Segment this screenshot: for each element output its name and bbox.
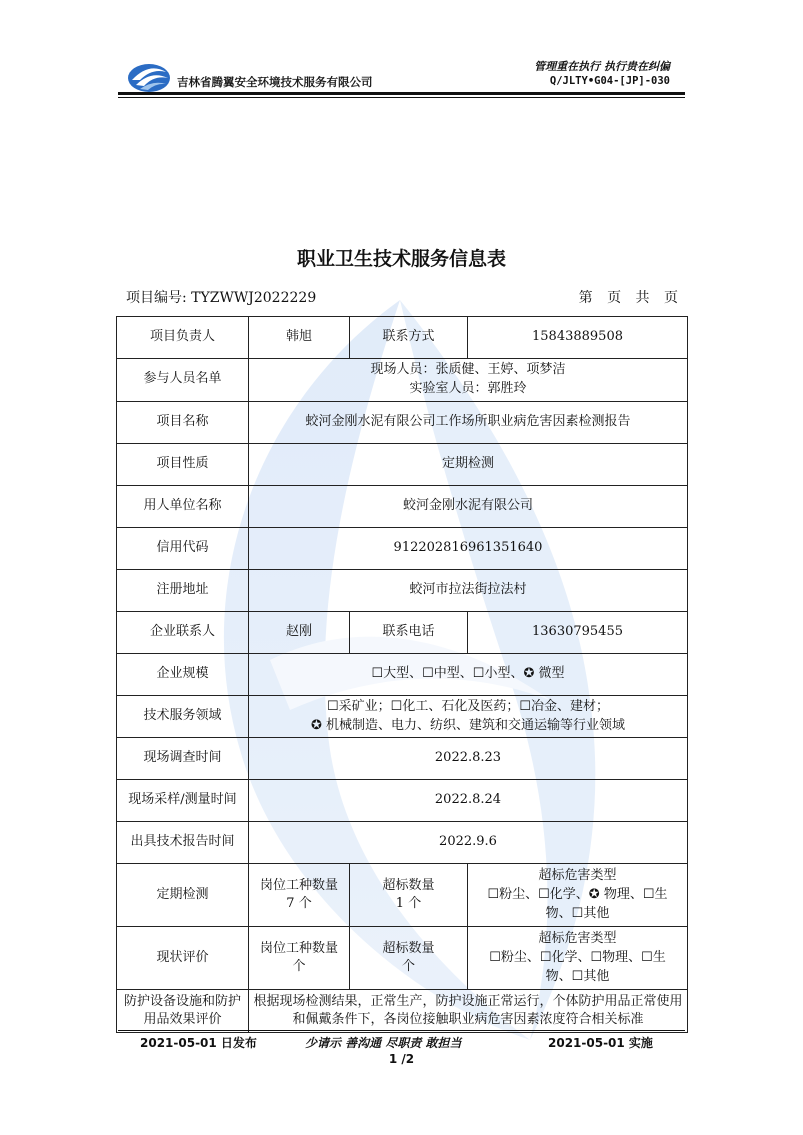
table-row bbox=[117, 695, 688, 738]
table-row bbox=[117, 443, 688, 485]
credit-code-value: 912202816961351640 bbox=[249, 527, 688, 569]
scale-label: 企业规模 bbox=[117, 653, 249, 695]
status-hazard-line-1: ☐粉尘、☐化学、☐物理、☐生 bbox=[489, 949, 666, 965]
employer-value: 蛟河金刚水泥有限公司 bbox=[249, 485, 688, 527]
project-number-label: 项目编号: bbox=[126, 290, 187, 306]
table-row bbox=[117, 401, 688, 443]
info-table bbox=[116, 316, 688, 1033]
leader-value: 韩旭 bbox=[249, 317, 350, 359]
periodic-exceed-value: 1 个 bbox=[395, 896, 422, 912]
header-rule-thin bbox=[118, 97, 685, 98]
header-rule bbox=[118, 92, 685, 95]
page-info-di: 第 bbox=[578, 290, 593, 306]
employer-label: 用人单位名称 bbox=[117, 485, 249, 527]
table-row bbox=[117, 927, 688, 990]
periodic-posts-label: 岗位工种数量 bbox=[259, 877, 338, 893]
table-row bbox=[117, 359, 688, 402]
periodic-exceed-label: 超标数量 bbox=[382, 877, 435, 893]
document-code: Q/JLTY•G04-[JP]-030 bbox=[549, 75, 670, 87]
status-exceed bbox=[350, 927, 468, 990]
status-label: 现状评价 bbox=[117, 927, 249, 990]
company-name: 吉林省腾翼安全环境技术服务有限公司 bbox=[177, 75, 373, 89]
participants-value bbox=[249, 359, 688, 402]
table-row bbox=[117, 990, 688, 1033]
contact-label: 联系方式 bbox=[350, 317, 468, 359]
address-label: 注册地址 bbox=[117, 569, 249, 611]
contact-value: 15843889508 bbox=[468, 317, 688, 359]
page-info-ye1: 页 bbox=[607, 290, 622, 306]
periodic-posts bbox=[249, 864, 350, 927]
project-nature-value: 定期检测 bbox=[249, 443, 688, 485]
footer-slogan: 少请示 善沟通 尽职责 敢担当 bbox=[305, 1036, 462, 1050]
participants-line-1: 现场人员：张质健、王婷、项梦洁 bbox=[370, 362, 566, 377]
address-value: 蛟河市拉法街拉法村 bbox=[249, 569, 688, 611]
project-name-label: 项目名称 bbox=[117, 401, 249, 443]
credit-code-label: 信用代码 bbox=[117, 527, 249, 569]
periodic-posts-value: 7 个 bbox=[286, 896, 312, 912]
periodic-label: 定期检测 bbox=[117, 864, 249, 927]
project-nature-label: 项目性质 bbox=[117, 443, 249, 485]
participants-label: 参与人员名单 bbox=[117, 359, 249, 402]
page-info bbox=[579, 287, 678, 307]
project-name-value: 蛟河金刚水泥有限公司工作场所职业病危害因素检测报告 bbox=[249, 401, 688, 443]
service-field-line-1: ☐采矿业；☐化工、石化及医药；☐冶金、建材； bbox=[327, 698, 609, 714]
service-field-label: 技术服务领域 bbox=[117, 695, 249, 738]
status-posts-label: 岗位工种数量 bbox=[259, 940, 338, 956]
footer-rule bbox=[118, 1030, 685, 1031]
phone-value: 13630795455 bbox=[468, 611, 688, 653]
header-slogan: 管理重在执行 执行贵在纠偏 bbox=[534, 60, 670, 73]
scale-value: ☐大型、☐中型、☐小型、✪ 微型 bbox=[249, 653, 688, 695]
table-row bbox=[117, 653, 688, 695]
page-header bbox=[0, 0, 803, 100]
status-hazard-title: 超标危害类型 bbox=[538, 931, 617, 947]
periodic-hazard-line-1: ☐粉尘、☐化学、✪ 物理、☐生 bbox=[487, 886, 668, 902]
service-field-line-2: ✪ 机械制造、电力、纺织、建筑和交通运输等行业领域 bbox=[310, 717, 626, 733]
table-row bbox=[117, 317, 688, 359]
sampling-time-label: 现场采样/测量时间 bbox=[117, 780, 249, 822]
periodic-hazard bbox=[468, 864, 688, 927]
enterprise-contact-value: 赵刚 bbox=[249, 611, 350, 653]
company-logo-icon bbox=[126, 58, 172, 94]
table-row bbox=[117, 569, 688, 611]
publish-date: 2021-05-01 日发布 bbox=[140, 1036, 257, 1050]
table-row bbox=[117, 485, 688, 527]
status-hazard bbox=[468, 927, 688, 990]
page-number: 1 /2 bbox=[388, 1052, 415, 1066]
implement-date: 2021-05-01 实施 bbox=[548, 1036, 653, 1050]
report-time-value: 2022.9.6 bbox=[249, 822, 688, 864]
sampling-time-value: 2022.8.24 bbox=[249, 780, 688, 822]
leader-label: 项目负责人 bbox=[117, 317, 249, 359]
periodic-hazard-title: 超标危害类型 bbox=[538, 868, 617, 884]
table-row bbox=[117, 611, 688, 653]
table-row bbox=[117, 864, 688, 927]
participants-line-2: 实验室人员：郭胜玲 bbox=[409, 380, 527, 396]
document-title: 职业卫生技术服务信息表 bbox=[296, 248, 506, 270]
status-exceed-label: 超标数量 bbox=[382, 940, 435, 956]
project-number bbox=[126, 287, 316, 307]
service-field-value bbox=[249, 695, 688, 738]
page-info-ye2: 页 bbox=[664, 290, 678, 306]
enterprise-contact-label: 企业联系人 bbox=[117, 611, 249, 653]
table-row bbox=[117, 822, 688, 864]
protection-label: 防护设备设施和防护用品效果评价 bbox=[117, 990, 249, 1033]
report-time-label: 出具技术报告时间 bbox=[117, 822, 249, 864]
periodic-exceed bbox=[350, 864, 468, 927]
status-posts-value: 个 bbox=[292, 959, 306, 975]
survey-time-label: 现场调查时间 bbox=[117, 738, 249, 780]
phone-label: 联系电话 bbox=[350, 611, 468, 653]
status-hazard-line-2: 物、☐其他 bbox=[545, 968, 610, 984]
table-row bbox=[117, 780, 688, 822]
table-row bbox=[117, 738, 688, 780]
status-exceed-value: 个 bbox=[401, 959, 415, 975]
survey-time-value: 2022.8.23 bbox=[249, 738, 688, 780]
project-number-value: TYZWWJ2022229 bbox=[191, 290, 317, 306]
protection-value: 根据现场检测结果，正常生产，防护设施正常运行，个体防护用品正常使用和佩戴条件下，各岗位接触职业病危害因素浓度符合相关标准 bbox=[249, 990, 688, 1033]
periodic-hazard-line-2: 物、☐其他 bbox=[545, 905, 610, 921]
table-row bbox=[117, 527, 688, 569]
page-info-gong: 共 bbox=[635, 290, 650, 306]
status-posts bbox=[249, 927, 350, 990]
